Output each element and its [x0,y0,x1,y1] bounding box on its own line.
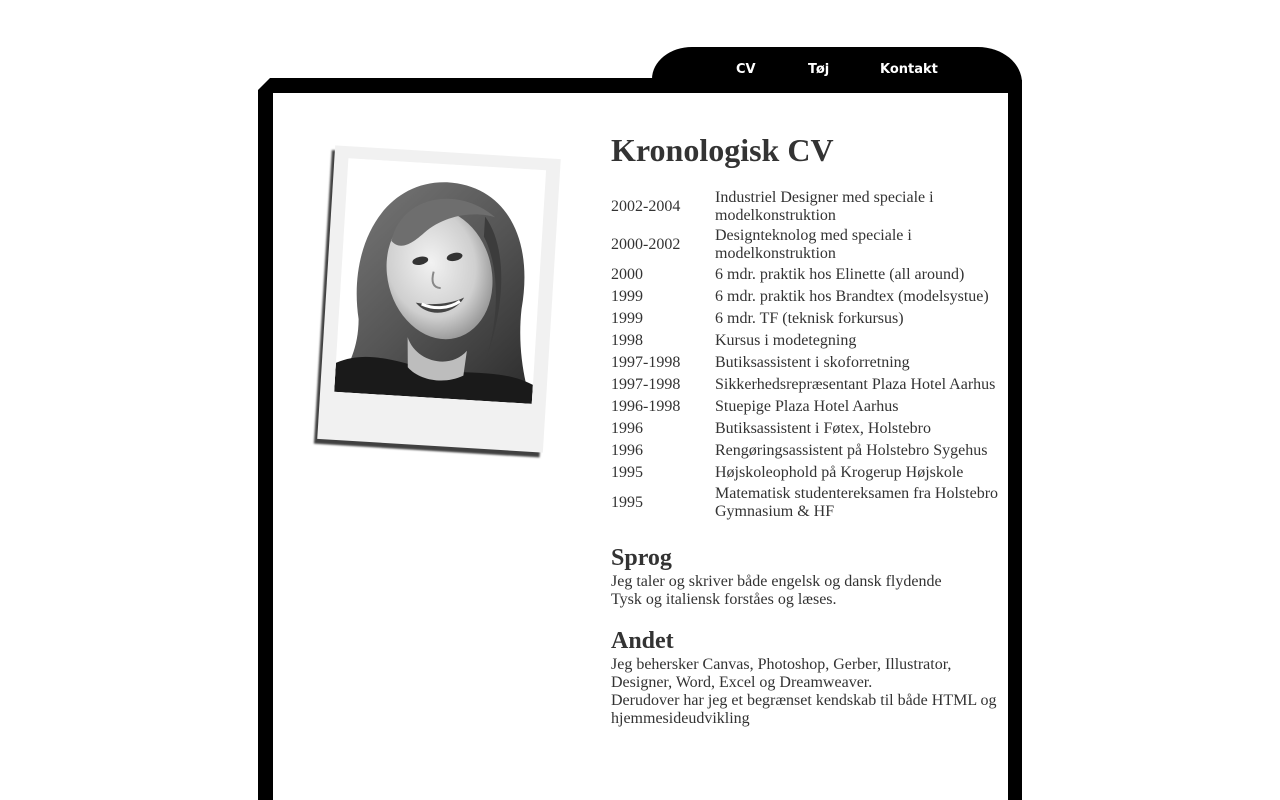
andet-line-1: Jeg behersker Canvas, Photoshop, Gerber, Illustrator, Designer, Word, Excel og Dreamweaver. [611,656,952,691]
andet-heading: Andet [611,628,674,654]
cv-year: 2000 [611,266,643,283]
portrait-photo-icon [334,158,546,404]
main-nav [0,60,1280,82]
table-row [611,463,1005,483]
cv-description: Industriel Designer med speciale i modelkonstruktion [715,189,934,224]
cv-year: 1995 [611,494,643,511]
table-row [611,353,1005,373]
cv-year: 2000-2002 [611,236,681,253]
cv-year: 1995 [611,464,643,481]
table-row [611,309,1005,329]
table-row [611,189,1005,225]
cv-title: Kronologisk CV [611,132,834,168]
cv-year: 1996-1998 [611,398,681,415]
table-row [611,441,1005,461]
table-row [611,397,1005,417]
cv-description: 6 mdr. TF (teknisk forkursus) [715,310,904,327]
cv-description: Butiksassistent i Føtex, Holstebro [715,420,931,437]
cv-description: Højskoleophold på Krogerup Højskole [715,464,964,481]
cv-year: 1997-1998 [611,354,681,371]
polaroid-frame [317,145,561,452]
table-row [611,375,1005,395]
cv-year: 1997-1998 [611,376,681,393]
sprog-line-1: Jeg taler og skriver både engelsk og dansk flydende [611,573,942,590]
andet-line-2: Derudover har jeg et begrænset kendskab til både HTML og hjemmesideudvikling [611,692,997,727]
cv-year: 1996 [611,442,643,459]
sprog-heading: Sprog [611,545,672,571]
table-row [611,227,1005,263]
cv-year: 2002-2004 [611,198,681,215]
cv-description: 6 mdr. praktik hos Brandtex (modelsystue) [715,288,989,305]
table-row [611,419,1005,439]
cv-year: 1999 [611,288,643,305]
cv-year: 1996 [611,420,643,437]
nav-link-cv[interactable]: CV [736,62,756,77]
nav-link-toj[interactable]: Tøj [808,62,830,77]
table-row [611,485,1005,521]
sprog-line-2: Tysk og italiensk forståes og læses. [611,591,837,608]
table-row [611,331,1005,351]
cv-description: 6 mdr. praktik hos Elinette (all around) [715,266,965,283]
cv-description: Matematisk studentereksamen fra Holstebro Gymnasium & HF [715,485,999,520]
andet-text [611,656,1011,728]
cv-year: 1998 [611,332,643,349]
table-row [611,287,1005,307]
cv-table [608,187,1008,523]
table-row [611,265,1005,285]
portrait-photo [334,158,546,404]
nav-link-kontakt[interactable]: Kontakt [880,62,938,77]
cv-description: Designteknolog med speciale i modelkonstruktion [715,227,912,262]
cv-description: Kursus i modetegning [715,332,857,349]
cv-description: Butiksassistent i skoforretning [715,354,910,371]
cv-description: Stuepige Plaza Hotel Aarhus [715,398,899,415]
sprog-text [611,573,1011,609]
frame-left-border [258,90,273,800]
main-content [611,126,1011,728]
cv-year: 1999 [611,310,643,327]
cv-description: Rengøringsassistent på Holstebro Sygehus [715,442,988,459]
cv-description: Sikkerhedsrepræsentant Plaza Hotel Aarhus [715,376,996,393]
